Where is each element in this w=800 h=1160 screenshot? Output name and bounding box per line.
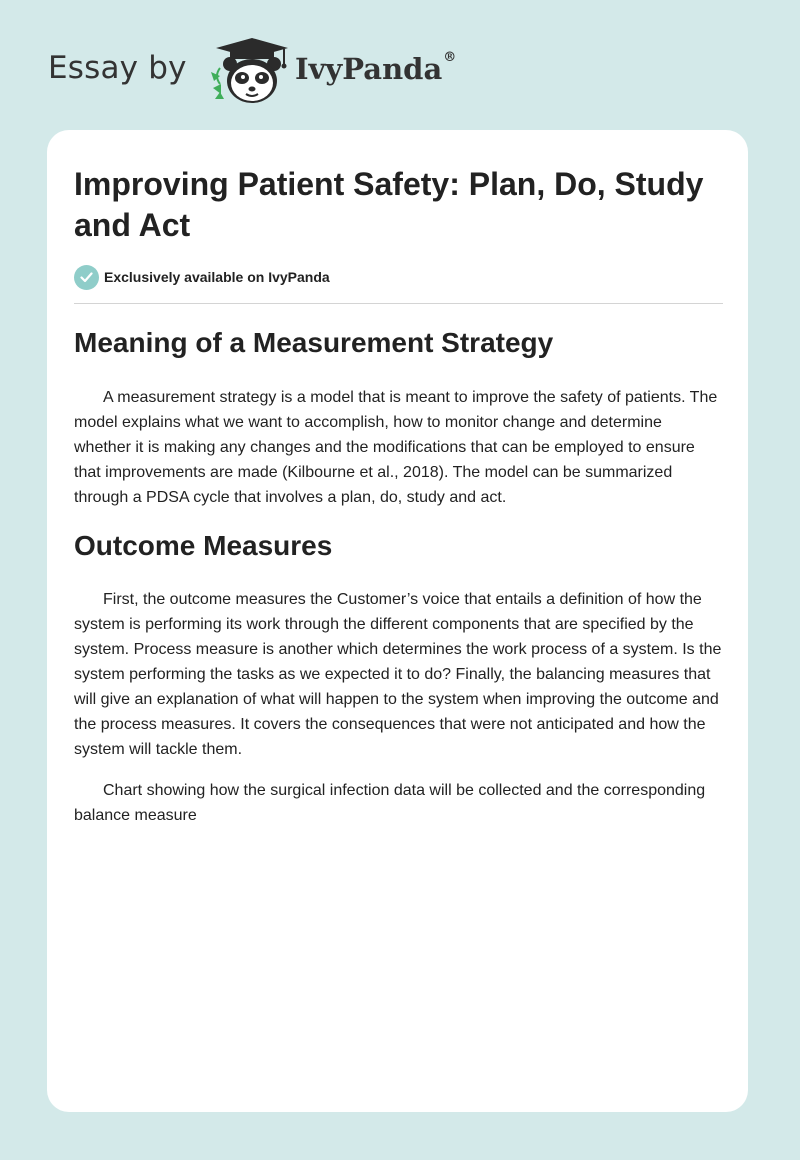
- section-heading-outcome-measures: Outcome Measures: [74, 530, 333, 561]
- checkmark-icon: [74, 265, 99, 290]
- exclusive-badge: [74, 264, 330, 290]
- essay-card: [47, 130, 748, 1112]
- section-heading-measurement-strategy: Meaning of a Measurement Strategy: [74, 327, 554, 358]
- essay-by-label: Essay by: [48, 50, 187, 86]
- registered-mark: ®: [443, 50, 457, 65]
- essay-title: Improving Patient Safety: Plan, Do, Study and Act: [74, 166, 704, 243]
- paragraph-chart-caption: Chart showing how the surgical infection data will be collected and the corresponding balance measure: [74, 782, 706, 824]
- exclusive-label: Exclusively available on IvyPanda: [104, 269, 330, 285]
- ivypanda-panda-logo-icon: [200, 36, 296, 108]
- brand-name: IvyPanda®: [295, 50, 457, 86]
- paragraph-measurement-strategy: A measurement strategy is a model that is meant to improve the safety of patients. The model explains what we want to accomplish, how to monitor change and determine whether it is making any changes and the modifications that can be employed to ensure that improvements are made (Kilbourne et al., 2018). The model can be summarized through a PDSA cycle that involves a plan, do, study and act.: [74, 389, 718, 506]
- title-divider: [74, 303, 723, 304]
- site-header-brand[interactable]: [48, 36, 468, 108]
- paragraph-outcome-measures: First, the outcome measures the Customer’s voice that entails a definition of how the system is performing its work through the different components that are specified by the system. Process measure is another which determines the work process of a system. Is the system performing the tasks as we expected it to do? Finally, the balancing measures that will give an explanation of what will happen to the system when improving the outcome and the process measures. It covers the consequences that were not anticipated and how the system will tackle them.: [74, 591, 722, 758]
